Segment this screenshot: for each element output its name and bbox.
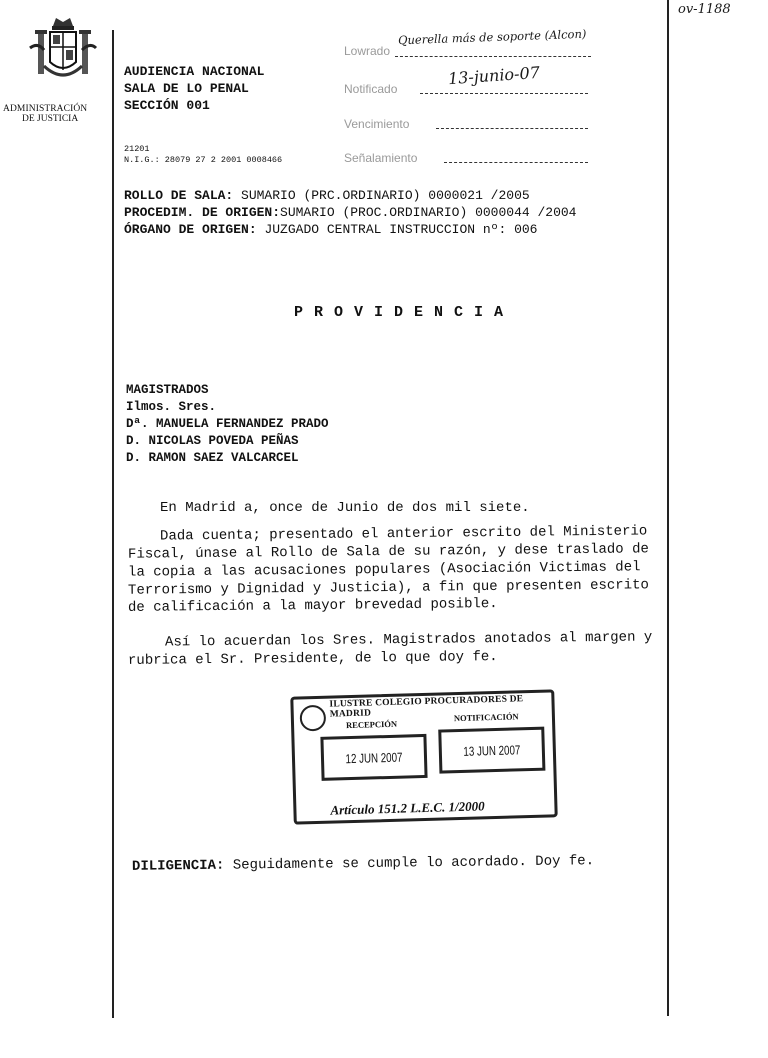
- stamp-notification-date: 13 JUN 2007: [463, 742, 521, 759]
- paragraph-1-line: la copia a las acusaciones populares (Asociación Victimas del: [127, 559, 641, 581]
- received-value: Querella más de soporte (Alcon): [397, 26, 587, 48]
- diligencia-text: Seguidamente se cumple lo acordado. Doy fe.: [232, 853, 595, 874]
- paragraph-1-line: Fiscal, únase al Rollo de Sala de su razón, y dese traslado de: [127, 541, 649, 563]
- date-line: En Madrid a, once de Junio de dos mil siete.: [160, 500, 530, 516]
- paragraph-2-line: rubrica el Sr. Presidente, de lo que doy fe.: [127, 649, 498, 669]
- notified-value: 13-junio-07: [447, 62, 541, 89]
- court-name: AUDIENCIA NACIONAL: [124, 64, 265, 79]
- procedimiento-line: [124, 204, 576, 221]
- nig-number: N.I.G.: 28079 27 2 2001 0008466: [124, 155, 283, 165]
- rollo-line: [124, 187, 530, 204]
- stamp-notification-box: [438, 727, 545, 774]
- rollo-label: ROLLO DE SALA:: [124, 188, 234, 203]
- left-margin-line: [112, 30, 114, 1018]
- received-line: [395, 56, 591, 57]
- magistrate-name: Dª. MANUELA FERNANDEZ PRADO: [126, 417, 329, 431]
- organo-line: [124, 221, 537, 238]
- organo-label: ÓRGANO DE ORIGEN:: [124, 222, 257, 237]
- magistrate-name: D. RAMON SAEZ VALCARCEL: [126, 451, 299, 465]
- organo-value: JUZGADO CENTRAL INSTRUCCION nº: 006: [264, 222, 538, 237]
- notified-label: Notificado: [344, 82, 398, 96]
- corner-note: ov-1188: [678, 2, 731, 17]
- procuradores-stamp: [290, 689, 557, 824]
- signalled-line: [444, 162, 588, 163]
- diligencia-line: [132, 853, 594, 876]
- procedimiento-value: SUMARIO (PROC.ORDINARIO) 0000044 /2004: [280, 205, 577, 220]
- stamp-emblem-icon: [300, 705, 327, 732]
- stamp-title: ILUSTRE COLEGIO PROCURADORES DE MADRID: [329, 694, 524, 720]
- court-chamber: SALA DE LO PENAL: [124, 81, 249, 96]
- received-label: Lowrado: [344, 44, 391, 58]
- seal-line-2: DE JUSTICIA: [22, 114, 79, 124]
- paragraph-2-line: Así lo acuerdan los Sres. Magistrados anotados al margen y: [164, 629, 653, 651]
- code-number: 21201: [124, 144, 150, 154]
- expiry-label: Vencimiento: [344, 117, 410, 131]
- court-section: SECCIÓN 001: [124, 98, 210, 113]
- paragraph-1-line: Terrorismo y Dignidad y Justicia), a fin que presenten escrito: [127, 577, 649, 599]
- coat-of-arms: [20, 14, 106, 102]
- magistrates-honorific: Ilmos. Sres.: [126, 400, 217, 414]
- stamp-reception-box: [320, 734, 427, 781]
- stamp-footer: Artículo 151.2 L.E.C. 1/2000: [330, 798, 485, 818]
- seal-line-1: ADMINISTRACIÓN: [3, 104, 88, 114]
- stamp-reception-label: RECEPCIÓN: [345, 718, 398, 731]
- paragraph-1-line: de calificación a la mayor brevedad posible.: [127, 596, 498, 616]
- coat-of-arms-icon: [20, 14, 106, 102]
- right-margin-line: [667, 0, 669, 1016]
- diligencia-label: DILIGENCIA:: [131, 857, 225, 875]
- stamp-notification-label: NOTIFICACIÓN: [453, 711, 519, 724]
- expiry-line: [436, 128, 588, 129]
- procedimiento-label: PROCEDIM. DE ORIGEN:: [124, 205, 281, 220]
- signalled-label: Señalamiento: [344, 151, 418, 165]
- stamp-reception-date: 12 JUN 2007: [345, 749, 403, 767]
- magistrates-heading: MAGISTRADOS: [126, 383, 209, 397]
- document-title: PROVIDENCIA: [294, 304, 515, 321]
- notified-line: [420, 93, 588, 94]
- rollo-value: SUMARIO (PRC.ORDINARIO) 0000021 /2005: [241, 188, 530, 203]
- paragraph-1-line: Dada cuenta; presentado el anterior escrito del Ministerio: [159, 523, 648, 545]
- magistrate-name: D. NICOLAS POVEDA PEÑAS: [126, 434, 299, 448]
